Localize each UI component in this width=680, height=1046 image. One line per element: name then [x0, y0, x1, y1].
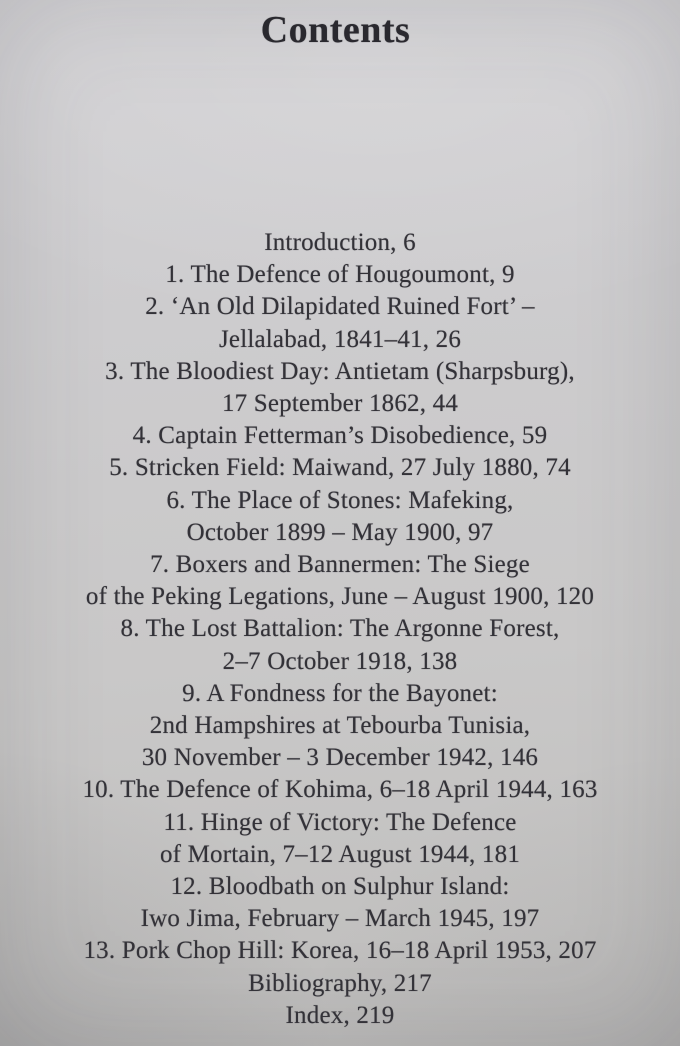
toc-line: 5. Stricken Field: Maiwand, 27 July 1880, 74: [109, 454, 571, 482]
toc-line: October 1899 – May 1900, 97: [186, 518, 494, 546]
toc-line: of the Peking Legations, June – August 1900, 120: [85, 583, 595, 611]
toc-line: Index, 219: [285, 1001, 395, 1029]
toc-line: 8. The Lost Battalion: The Argonne Forest,: [120, 615, 560, 643]
toc-line: 9. A Fondness for the Bayonet:: [182, 679, 498, 707]
toc-line: 12. Bloodbath on Sulphur Island:: [170, 873, 510, 901]
toc-line: 1. The Defence of Hougoumont, 9: [165, 261, 515, 289]
toc-line: 13. Pork Chop Hill: Korea, 16–18 April 1953, 207: [83, 937, 597, 965]
toc-line: 2nd Hampshires at Tebourba Tunisia,: [149, 712, 531, 740]
toc-line: Introduction, 6: [264, 229, 416, 256]
toc-line: 6. The Place of Stones: Mafeking,: [166, 486, 514, 514]
toc-line: 11. Hinge of Victory: The Defence: [163, 808, 517, 836]
toc-line: Iwo Jima, February – March 1945, 197: [140, 905, 540, 933]
toc-line: of Mortain, 7–12 August 1944, 181: [159, 840, 521, 868]
toc-line: 30 November – 3 December 1942, 146: [141, 744, 539, 772]
page-title: Contents: [260, 9, 411, 51]
toc-line: 7. Boxers and Bannermen: The Siege: [150, 551, 530, 579]
toc-line: 3. The Bloodiest Day: Antietam (Sharpsburg),: [105, 357, 575, 385]
toc-line: 2. ‘An Old Dilapidated Ruined Fort’ –: [145, 293, 535, 321]
toc-line: 2–7 October 1918, 138: [222, 647, 458, 675]
toc-line: 4. Captain Fetterman’s Disobedience, 59: [132, 422, 548, 450]
toc-line: 17 September 1862, 44: [221, 390, 459, 418]
toc-line: 10. The Defence of Kohima, 6–18 April 1944, 163: [82, 776, 598, 804]
toc-line: Jellalabad, 1841–41, 26: [218, 325, 462, 353]
toc-line: Bibliography, 217: [248, 969, 432, 997]
table-of-contents: [0, 227, 680, 1032]
